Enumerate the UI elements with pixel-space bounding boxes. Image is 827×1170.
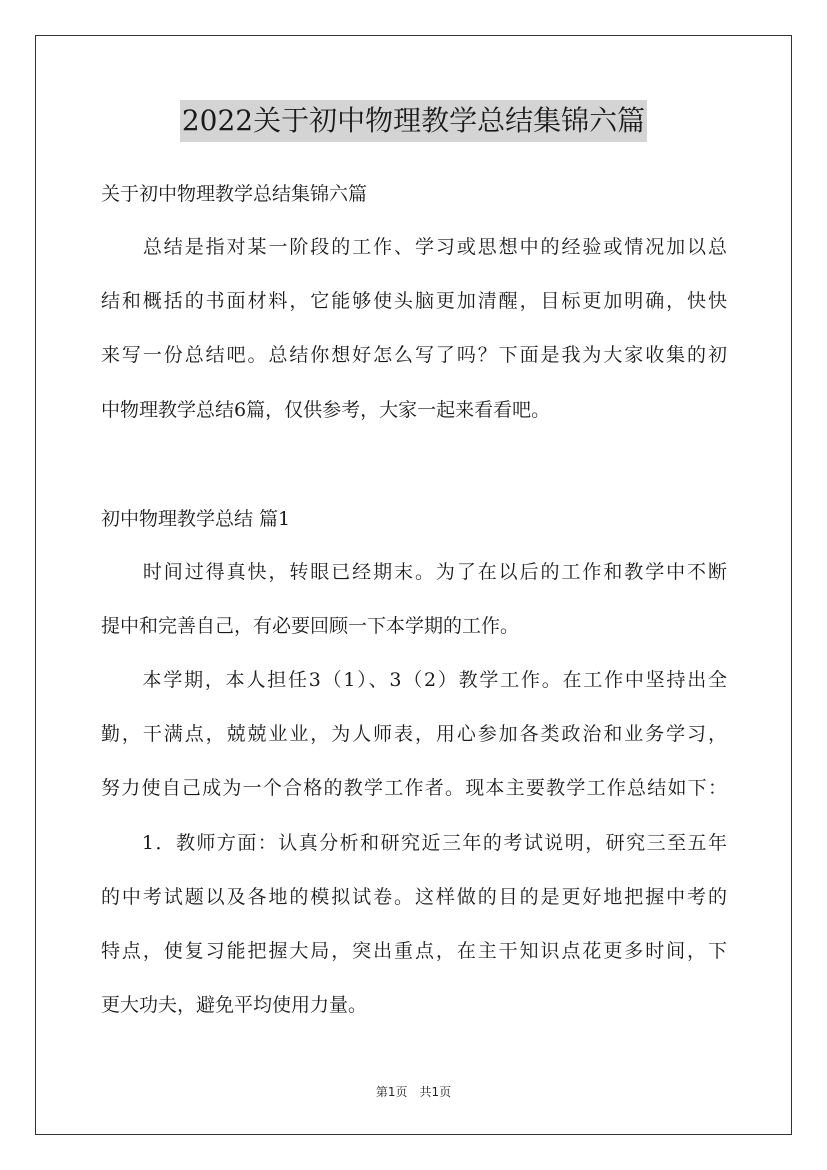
page-number-footer: 第1页 共1页 [375,1085,452,1099]
intro-line-4: 中物理教学总结6篇，仅供参考，大家一起来看看吧。 [101,399,551,421]
para3-line-3: 特点，使复习能把握大局，突出重点，在主干知识点花更多时间，下 [101,940,727,962]
section-heading: 初中物理教学总结 篇1 [101,508,291,530]
para3-line-2: 的中考试题以及各地的模拟试卷。这样做的目的是更好地把握中考的 [101,886,727,908]
document-title [0,100,827,142]
para1-line-2: 提中和完善自己，有必要回顾一下本学期的工作。 [101,615,520,637]
document-title-text: 2022关于初中物理教学总结集锦六篇 [180,100,647,142]
para2-line-2: 勤，干满点，兢兢业业，为人师表，用心参加各类政治和业务学习， [101,723,727,745]
para3-line-4: 更大功夫，避免平均使用力量。 [101,994,368,1016]
document-subtitle: 关于初中物理教学总结集锦六篇 [101,183,368,205]
intro-line-1: 总结是指对某一阶段的工作、学习或思想中的经验或情况加以总 [101,236,727,258]
intro-line-2: 结和概括的书面材料，它能够使头脑更加清醒，目标更加明确，快快 [101,290,727,312]
para1-line-1: 时间过得真快，转眼已经期末。为了在以后的工作和教学中不断 [101,561,727,583]
intro-line-3: 来写一份总结吧。总结你想好怎么写了吗？下面是我为大家收集的初 [101,344,727,366]
para2-line-1: 本学期，本人担任3（1）、3（2）教学工作。在工作中坚持出全 [101,669,727,691]
para2-line-3: 努力使自己成为一个合格的教学工作者。现本主要教学工作总结如下： [101,777,727,799]
para3-line-1: 1．教师方面：认真分析和研究近三年的考试说明，研究三至五年 [101,832,727,854]
